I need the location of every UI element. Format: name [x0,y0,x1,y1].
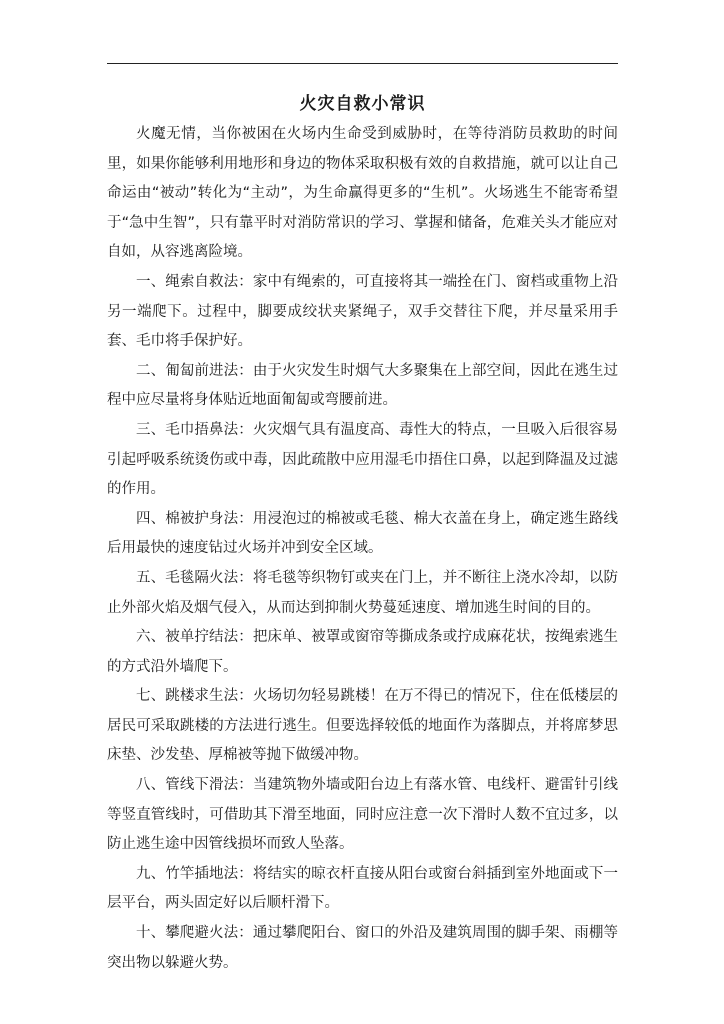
intro-paragraph: 火魔无情，当你被困在火场内生命受到威胁时，在等待消防员救助的时间里，如果你能够利用地形和身边的物体采取积极有效的自救措施，就可以让自己命运由“被动”转化为“主动”，为生命赢得更多的“生机”。火场逃生不能寄希望于“急中生智”，只有靠平时对消防常识的学习、掌握和储备，危难关头才能应对自如，从容逃离险境。 [107,126,618,261]
method-paragraph-pipe: 八、管线下滑法：当建筑物外墙或阳台边上有落水管、电线杆、避雷针引线等竖直管线时，可借助其下滑至地面，同时应注意一次下滑时人数不宜过多，以防止逃生途中因管线损坏而致人坠落。 [107,777,618,853]
method-paragraph-pole: 九、竹竿插地法：将结实的晾衣杆直接从阳台或窗台斜插到室外地面或下一层平台，两头固定好以后顺杆滑下。 [107,865,618,912]
method-paragraph-sheet: 六、被单拧结法：把床单、被罩或窗帘等撕成条或拧成麻花状，按绳索逃生的方式沿外墙爬下。 [107,629,618,675]
method-paragraph-towel: 三、毛巾捂鼻法：火灾烟气具有温度高、毒性大的特点，一旦吸入后很容易引起呼吸系统烫伤或中毒，因此疏散中应用湿毛巾捂住口鼻，以起到降温及过滤的作用。 [107,421,618,498]
method-paragraph-blanket: 五、毛毯隔火法：将毛毯等织物钉或夹在门上，并不断往上浇水冷却，以防止外部火焰及烟气侵入，从而达到抑制火势蔓延速度、增加逃生时间的目的。 [107,569,618,616]
document-body [107,120,618,978]
method-paragraph-crawl: 二、匍匐前进法：由于火灾发生时烟气大多聚集在上部空间，因此在逃生过程中应尽量将身体贴近地面匍匐或弯腰前进。 [107,362,618,409]
document-title: 火灾自救小常识 [299,94,426,114]
method-paragraph-climb: 十、攀爬避火法：通过攀爬阳台、窗口的外沿及建筑周围的脚手架、雨棚等突出物以躲避火势。 [107,925,618,971]
method-paragraph-rope: 一、绳索自救法：家中有绳索的，可直接将其一端拴在门、窗档或重物上沿另一端爬下。过程中，脚要成绞状夹紧绳子，双手交替往下爬，并尽量采用手套、毛巾将手保护好。 [107,273,618,350]
method-paragraph-jump: 七、跳楼求生法：火场切勿轻易跳楼！在万不得已的情况下，住在低楼层的居民可采取跳楼的方法进行逃生。但要选择较低的地面作为落脚点，并将席梦思床垫、沙发垫、厚棉被等抛下做缓冲物。 [107,688,618,764]
header-rule [107,63,618,64]
method-paragraph-quilt: 四、棉被护身法：用浸泡过的棉被或毛毯、棉大衣盖在身上，确定逃生路线后用最快的速度钻过火场并冲到安全区域。 [107,510,618,557]
